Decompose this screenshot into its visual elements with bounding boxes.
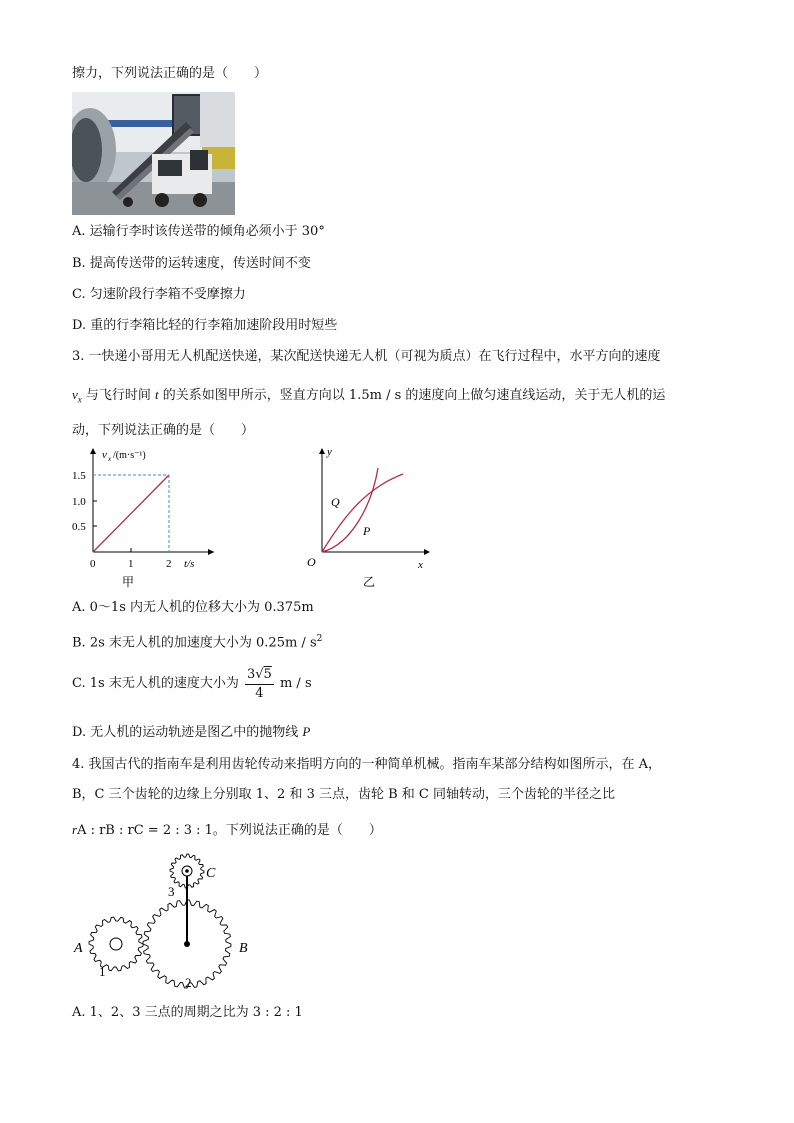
- figure-jia: [66, 444, 216, 594]
- figure-yi: [300, 444, 435, 594]
- yi-caption: 乙: [363, 575, 376, 589]
- q3-option-a: A. 0～1s 内无人机的位移大小为 0.375m: [72, 600, 314, 615]
- gear-label-a: A: [74, 941, 83, 956]
- point-label-1: 1: [99, 964, 106, 979]
- jia-ylabel: v: [102, 449, 107, 461]
- q3-stem-line3: 动，下列说法正确的是（ ）: [72, 423, 255, 438]
- gear-label-b: B: [239, 941, 248, 956]
- q3-option-d: D. 无人机的运动轨迹是图乙中的抛物线 P: [72, 724, 311, 740]
- q3-option-b: B. 2s 末无人机的加速度大小为 $0.25m / s^2$: [72, 634, 323, 651]
- q4-stem-line2: B，C 三个齿轮的边缘上分别取 1、2 和 3 三点，齿轮 B 和 C 同轴转动，三个齿轮的半径之比: [72, 787, 616, 802]
- yi-label-p: P: [363, 524, 371, 538]
- fraction-3-root5-over-4: $\frac{3√5}{4}$: [246, 666, 272, 701]
- q2-option-c: C. 匀速阶段行李箱不受摩擦力: [72, 287, 246, 302]
- point-label-3: 3: [168, 884, 175, 899]
- q4-stem-line1: 4. 我国古代的指南车是利用齿轮传动来指明方向的一种简单机械。指南车某部分结构如图所示，在 A，: [72, 757, 662, 772]
- jia-caption: 甲: [122, 575, 135, 589]
- yi-ylabel: y: [327, 446, 332, 458]
- jia-origin: 0: [90, 558, 96, 570]
- yi-origin: O: [307, 555, 316, 569]
- q2-option-b: B. 提高传送带的运转速度，传送时间不变: [72, 256, 311, 271]
- q2-stem-tail: 擦力，下列说法正确的是（ ）: [72, 66, 268, 81]
- jia-ylabel-sub: x: [108, 455, 112, 463]
- jia-xtick-1: 1: [128, 558, 134, 570]
- q3-stem-line1: 3. 一快递小哥用无人机配送快递，某次配送快递无人机（可视为质点）在飞行过程中，水平方向的速度: [72, 349, 661, 364]
- jia-ytick-0-5: 0.5: [72, 521, 86, 533]
- jia-ytick-1-0: 1.0: [72, 496, 86, 508]
- conveyor-belt-photo: [72, 92, 235, 215]
- q2-option-d: D. 重的行李箱比轻的行李箱加速阶段用时短些: [72, 318, 338, 333]
- jia-xtick-2: 2: [166, 558, 172, 570]
- q3-stem-line2: $v_x$ 与飞行时间 t 的关系如图甲所示，竖直方向以 1.5m / s 的速度向上做匀速直线运动，关于无人机的运: [72, 387, 666, 405]
- jia-ylabel-unit: /(m·s⁻¹): [113, 450, 146, 461]
- gear-diagram: [68, 852, 268, 997]
- yi-label-q: Q: [331, 495, 340, 509]
- point-label-2: 2: [185, 975, 192, 990]
- q4-stem-line3: rA : rB : rC = 2 : 3 : 1。下列说法正确的是（ ）: [72, 822, 382, 838]
- q3-option-c: C. 1s 末无人机的速度大小为 $\frac{3√5}{4}$ m / s: [72, 666, 312, 701]
- jia-ytick-1-5: 1.5: [72, 470, 86, 482]
- q2-option-a: A. 运输行李时该传送带的倾角必须小于 30°: [72, 224, 325, 239]
- gear-label-c: C: [206, 866, 216, 881]
- jia-xlabel: t/s: [184, 558, 195, 570]
- yi-xlabel: x: [418, 559, 423, 571]
- q4-option-a: A. 1、2、3 三点的周期之比为 3 : 2 : 1: [72, 1005, 303, 1020]
